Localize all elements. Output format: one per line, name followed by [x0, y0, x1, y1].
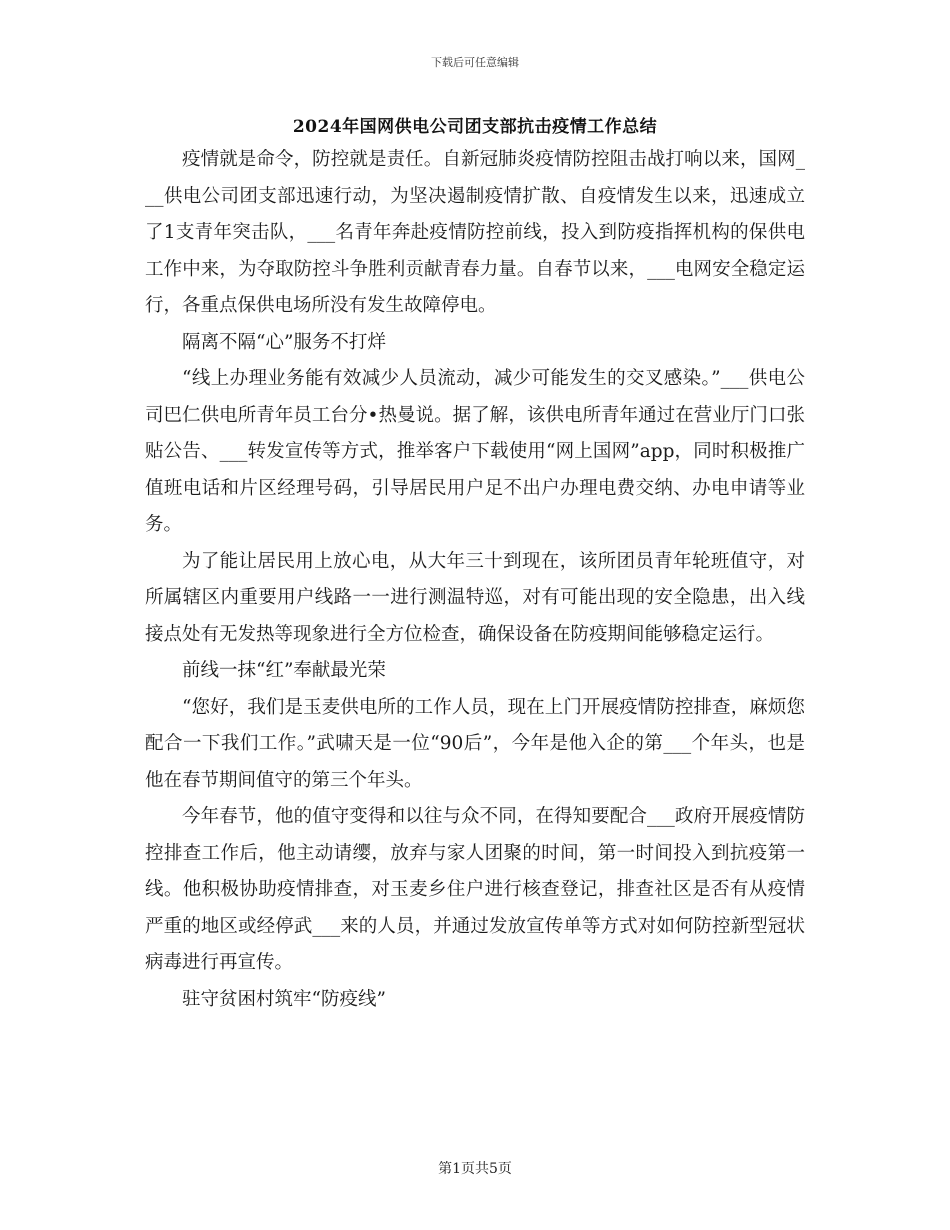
section-heading-frontline: 前线一抹“红”奉献最光荣: [182, 660, 386, 681]
document-body: [145, 114, 805, 1018]
page-number: 第1页共5页: [438, 1161, 512, 1177]
paragraph-online-service: “线上办理业务能有效减少人员流动，减少可能发生的交叉感染。”___供电公司巴仁供电所青年员工台分•热曼说。据了解，该供电所青年通过在营业厅门口张贴公告、___转发宣传等方式，推举客户下载使用“网上国网”app，同时积极推广值班电话和片区经理号码，引导居民用户足不出户办理电费交纳、办电申请等业务。: [145, 368, 805, 535]
paragraph-spring-festival: 今年春节，他的值守变得和以往与众不同，在得知要配合___政府开展疫情防控排查工作后，他主动请缨，放弃与家人团聚的时间，第一时间投入到抗疫第一线。他积极协助疫情排查，对玉麦乡住户进行核查登记，排查社区是否有从疫情严重的地区或经停武___来的人员，并通过发放宣传单等方式对如何防控新型冠状病毒进行再宣传。: [145, 806, 805, 973]
paragraph-intro: 疫情就是命令，防控就是责任。自新冠肺炎疫情防控阻击战打响以来，国网___供电公司团支部迅速行动，为坚决遏制疫情扩散、自疫情发生以来，迅速成立了1支青年突击队，___名青年奔赴疫情防控前线，投入到防疫指挥机构的保供电工作中来，为夺取防控斗争胜利贡献青春力量。自春节以来，___电网安全稳定运行，各重点保供电场所没有发生故障停电。: [145, 149, 805, 316]
page-header-note: 下载后可任意编辑: [431, 56, 519, 69]
section-heading-isolation: 隔离不隔“心”服务不打烊: [182, 331, 386, 353]
section-heading-village: 驻守贫困村筑牢“防疫线”: [182, 988, 386, 1010]
paragraph-duty-inspection: 为了能让居民用上放心电，从大年三十到现在，该所团员青年轮班值守，对所属辖区内重要用户线路一一进行测温特巡，对有可能出现的安全隐患，出入线接点处有无发热等现象进行全方位检查，确保设备在防疫期间能够稳定运行。: [145, 550, 805, 645]
document-title: 2024年国网供电公司团支部抗击疫情工作总结: [292, 117, 658, 137]
paragraph-door-to-door: “您好，我们是玉麦供电所的工作人员，现在上门开展疫情防控排查，麻烦您配合一下我们工作。”武啸天是一位“90后”，今年是他入企的第___个年头，也是他在春节期间值守的第三个年头。: [145, 696, 805, 791]
